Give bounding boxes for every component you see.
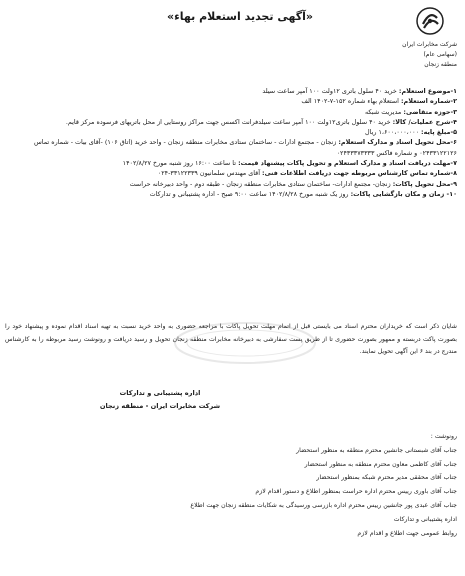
item-subject bbox=[7, 86, 457, 96]
notice-title: «آگهی تجدید استعلام بهاء» bbox=[166, 10, 313, 23]
cc-line: اداره پشتیبانی و تدارکات bbox=[393, 515, 457, 523]
item-text: مدیریت شبکه bbox=[364, 107, 404, 116]
item-label: ۶-محل تحویل اسناد و مدارک استعلام: bbox=[338, 138, 457, 147]
cc-line: جناب آقای عبدی پور جانشین رییس محترم اداره بازرسی ورسیدگی به شکایات منطقه زنجان جهت اطلاع bbox=[190, 501, 457, 509]
item-text: خرید ۴۰ سلول باتری۱۲ولت ۱۰۰ آمپر ساعت سیلدفرانت اکسس جهت مراکز روستایی از محل باتریهای فرسوده مرکز قایم. bbox=[65, 117, 393, 126]
cc-list bbox=[5, 430, 457, 540]
tender-items-list bbox=[7, 86, 457, 199]
signature-line-1: اداره پشتیبانی و تدارکات bbox=[119, 389, 201, 397]
item-text: روز یک شنبه مورخ ۱۴۰۲/۸/۲۸ ساعت ۹:۰۰ صبح - اداره پشتیبانی و تدارکات bbox=[149, 189, 351, 198]
item-expert-contact bbox=[7, 168, 457, 178]
item-text: زنجان- مجتمع ادارات- ساختمان ستادی مخابرات منطقه زنجان - طبقه دوم - واحد دبیرخانه حراست bbox=[129, 179, 393, 188]
item-text: آقای مهندس سلمانیون ۳۳۱۲۲۳۳۹-۰۲۴ bbox=[157, 169, 263, 178]
item-base-price bbox=[7, 127, 457, 137]
item-label: ۷-مهلت دریافت اسناد و مدارک استعلام و تحویل پاکات پیشنهاد قیمت: bbox=[238, 159, 457, 168]
cc-heading: رونوشت : bbox=[430, 433, 457, 440]
signature-block bbox=[70, 387, 250, 413]
item-description bbox=[7, 117, 457, 127]
item-deadline bbox=[7, 158, 457, 168]
item-label: ۲-شماره استعلام: bbox=[401, 97, 457, 106]
item-text: تا ساعت ۱۶:۰۰ روز شنبه مورخ ۱۴۰۲/۸/۲۷ bbox=[122, 159, 239, 168]
item-text: استعلام بهاء شماره ۱۵۲-۷-۱۴۰۲ الف bbox=[301, 97, 401, 106]
item-inquiry-number bbox=[7, 96, 457, 106]
cc-line: روابط عمومی جهت اطلاع و اقدام لازم bbox=[357, 529, 457, 537]
cc-line: جناب آقای باوری رییس محترم اداره حراست بمنظور اطلاع و دستور اقدام لازم bbox=[255, 488, 457, 496]
signature-line-2: شرکت مخابرات ایران - منطقه زنجان bbox=[99, 402, 221, 410]
telecom-logo-icon bbox=[415, 6, 445, 36]
org-line-3: منطقه زنجان bbox=[424, 61, 457, 68]
organization-name bbox=[385, 40, 457, 70]
item-label: ۱-موضوع استعلام: bbox=[398, 87, 457, 95]
item-label: ۳-حوزه متقاضی: bbox=[403, 107, 457, 116]
item-label: ۸-شماره تماس کارشناس مربوطه جهت دریافت اطلاعات فنی: bbox=[262, 169, 457, 178]
item-label: ۵-مبلغ پایه: bbox=[421, 128, 457, 137]
item-opening-time bbox=[7, 189, 457, 199]
item-requesting-unit bbox=[7, 107, 457, 117]
org-line-2: (سهامی عام) bbox=[423, 51, 457, 58]
org-line-1: شرکت مخابرات ایران bbox=[402, 41, 457, 48]
cc-line: جناب آقای کاظمی معاون محترم منطقه به منظور استحضار bbox=[304, 460, 457, 468]
item-document-delivery bbox=[7, 137, 457, 158]
cc-line: جناب آقای شبستانی جانشین محترم منطقه به منظور استحضار bbox=[296, 446, 457, 454]
item-envelope-delivery bbox=[7, 179, 457, 189]
item-label: ۱۰- زمان و مکان بازگشایی پاکات: bbox=[350, 189, 457, 198]
item-label: ۹-محل تحویل پاکات: bbox=[392, 179, 457, 188]
item-label: ۴-شرح عملیات/ کالا: bbox=[392, 117, 457, 126]
cc-line: جناب آقای محققی مدیر محترم شبکه بمنظور استحضار bbox=[316, 474, 457, 482]
item-text: زنجان - مجتمع ادارات - ساختمان ستادی مخابرات منطقه زنجان - واحد خرید (اتاق ۱۰۶) -آقای بیات - شماره تماس ۰۲۴۳۳۱۲۲۱۲۶ و شماره فاکس ۰۲۴۳۳۳۷۳۳۳۳ bbox=[33, 138, 457, 157]
item-text: ۱،۶۰۰،۰۰۰،۰۰۰ ریال bbox=[364, 128, 422, 137]
notice-paragraph: شایان ذکر است که خریداران محترم اسناد می بایستی قبل از اتمام مهلت تحویل پاکات با مراجعه حضوری به واحد خرید نسبت به تهیه اسناد اقدام نموده و پیشنهاد خود را بصورت پاکت دربسته و ممهور بصورت حضوری تا از طریق پست سفارشی به دبیرخانه مخابرات منطقه زنجان تحویل و رسید دریافت و رونوشت رسید مربوطه را به کارشناس مندرج در بند ۶ این آگهی تحویل نمایند. bbox=[5, 323, 457, 355]
item-text: خرید ۴۰ سلول باتری ۱۲ولت ۱۰۰ آمپر ساعت سیلد bbox=[262, 87, 399, 95]
